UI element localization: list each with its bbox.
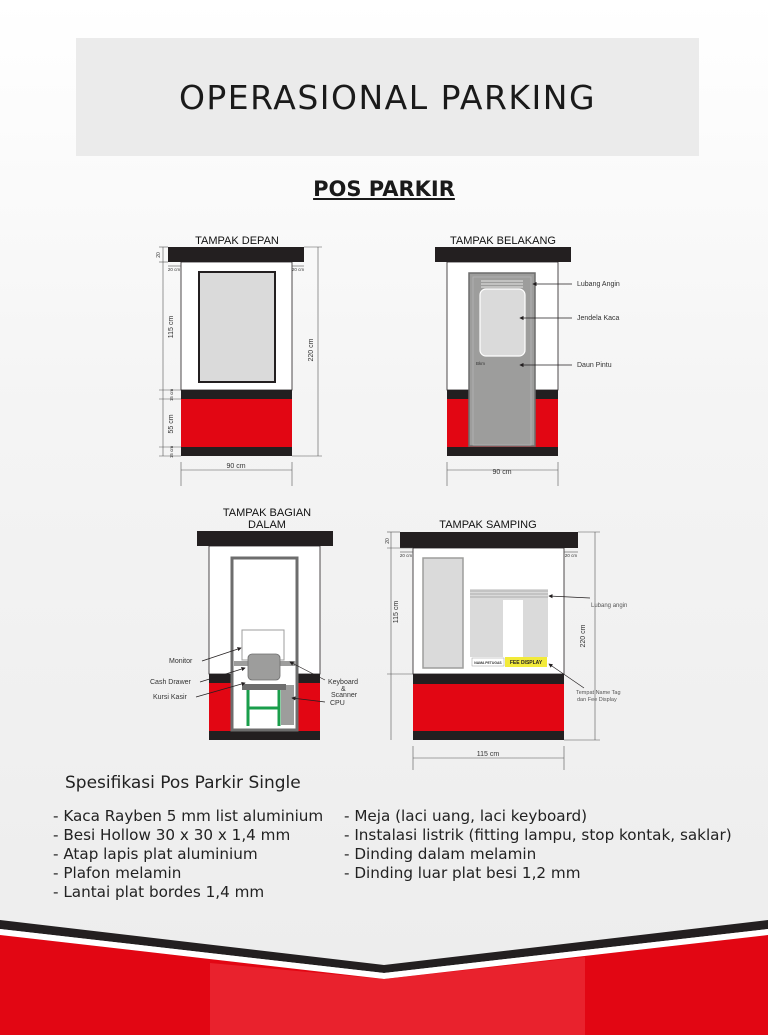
front-dim-upper: 115 cm <box>168 315 175 339</box>
spec-item: - Kaca Rayben 5 mm list aluminium <box>53 807 323 826</box>
footer-banner <box>0 915 768 1035</box>
inside-callout-scanner: Scanner <box>331 692 358 699</box>
front-dim-lower: 55 cm <box>168 414 175 434</box>
inside-view-label-line2: DALAM <box>248 519 286 531</box>
inside-chair-seat <box>242 684 286 690</box>
spec-item: - Lantai plat bordes 1,4 mm <box>53 883 323 902</box>
spec-item: - Besi Hollow 30 x 30 x 1,4 mm <box>53 826 323 845</box>
front-dim-total: 220 cm <box>308 338 315 362</box>
spec-item: - Instalasi listrik (fitting lampu, stop kontak, saklar) <box>344 826 732 845</box>
inside-callout-keyboard: Keyboard <box>328 679 358 686</box>
page-title: OPERASIONAL PARKING <box>178 77 597 117</box>
back-roof <box>435 247 571 262</box>
spec-item: - Meja (laci uang, laci keyboard) <box>344 807 732 826</box>
back-door-glass <box>480 289 525 356</box>
side-view <box>385 519 627 770</box>
spec-item: - Atap lapis plat aluminium <box>53 845 323 864</box>
inside-callout-and: & <box>341 686 346 693</box>
back-callout-vent: Lubang Angin <box>577 281 620 288</box>
specs-title: Spesifikasi Pos Parkir Single <box>65 773 301 793</box>
specs-right-list <box>344 807 732 883</box>
back-door-text: Bkm <box>476 361 485 366</box>
front-roof <box>168 247 304 262</box>
side-window-divider <box>503 600 523 657</box>
front-base <box>181 447 292 456</box>
back-view <box>435 235 620 486</box>
side-dim-width: 115 cm <box>476 751 500 758</box>
side-callout-tag-line2: dan Fee Display <box>577 697 617 703</box>
front-view <box>156 235 322 486</box>
side-callout-vent: Lubang angin <box>591 603 628 609</box>
inside-view-label-line1: TAMPAK BAGIAN <box>222 507 312 519</box>
spec-item: - Dinding luar plat besi 1,2 mm <box>344 864 732 883</box>
side-band <box>413 674 564 684</box>
side-fee-display-text: FEE DISPLAY <box>509 660 543 666</box>
back-callout-glass: Jendela Kaca <box>577 315 620 322</box>
back-view-label: TAMPAK BELAKANG <box>450 235 556 247</box>
back-base <box>447 447 558 456</box>
front-dim-band: 15 cm <box>169 388 174 402</box>
side-lower-panel <box>413 684 564 731</box>
inside-base <box>209 731 320 740</box>
front-dim-roof: 20 <box>156 252 162 258</box>
inside-callout-cash-drawer: Cash Drawer <box>150 679 191 686</box>
inside-callout-monitor: Monitor <box>169 658 193 665</box>
side-roof <box>400 532 578 548</box>
inside-roof <box>197 531 333 546</box>
inside-cpu <box>281 685 294 725</box>
front-dim-base: 15 cm <box>169 445 174 459</box>
front-dim-width: 90 cm <box>226 463 246 470</box>
back-dim-width: 90 cm <box>492 469 512 476</box>
side-dim-upper: 115 cm <box>393 600 400 624</box>
front-dim-left-inset: 20 cm <box>167 267 181 272</box>
side-dim-left-inset: 20 cm <box>399 553 413 558</box>
spec-item: - Dinding dalam melamin <box>344 845 732 864</box>
front-window <box>199 272 275 382</box>
inside-callout-chair: Kursi Kasir <box>153 694 187 701</box>
inside-callout-cpu: CPU <box>330 700 345 707</box>
front-dim-right-inset: 20 cm <box>291 267 305 272</box>
side-dim-right-inset: 20 cm <box>564 553 578 558</box>
specs-left-list <box>53 807 323 902</box>
side-dim-roof: 20 <box>385 538 391 544</box>
spec-item: - Plafon melamin <box>53 864 323 883</box>
back-callout-door: Daun Pintu <box>577 362 612 369</box>
side-callout-tag-line1: Tempat Name Tag <box>576 690 621 696</box>
side-view-label: TAMPAK SAMPING <box>439 519 537 531</box>
front-lower-panel <box>181 399 292 447</box>
side-name-tag-text: NAMA PETUGAS <box>474 661 502 665</box>
side-base <box>413 731 564 740</box>
side-left-window <box>423 558 463 668</box>
inside-chair-back <box>248 654 280 680</box>
section-title: POS PARKIR <box>313 177 455 201</box>
inside-view <box>150 507 358 740</box>
front-view-label: TAMPAK DEPAN <box>195 235 279 247</box>
front-band <box>181 390 292 399</box>
side-dim-total: 220 cm <box>580 624 587 648</box>
